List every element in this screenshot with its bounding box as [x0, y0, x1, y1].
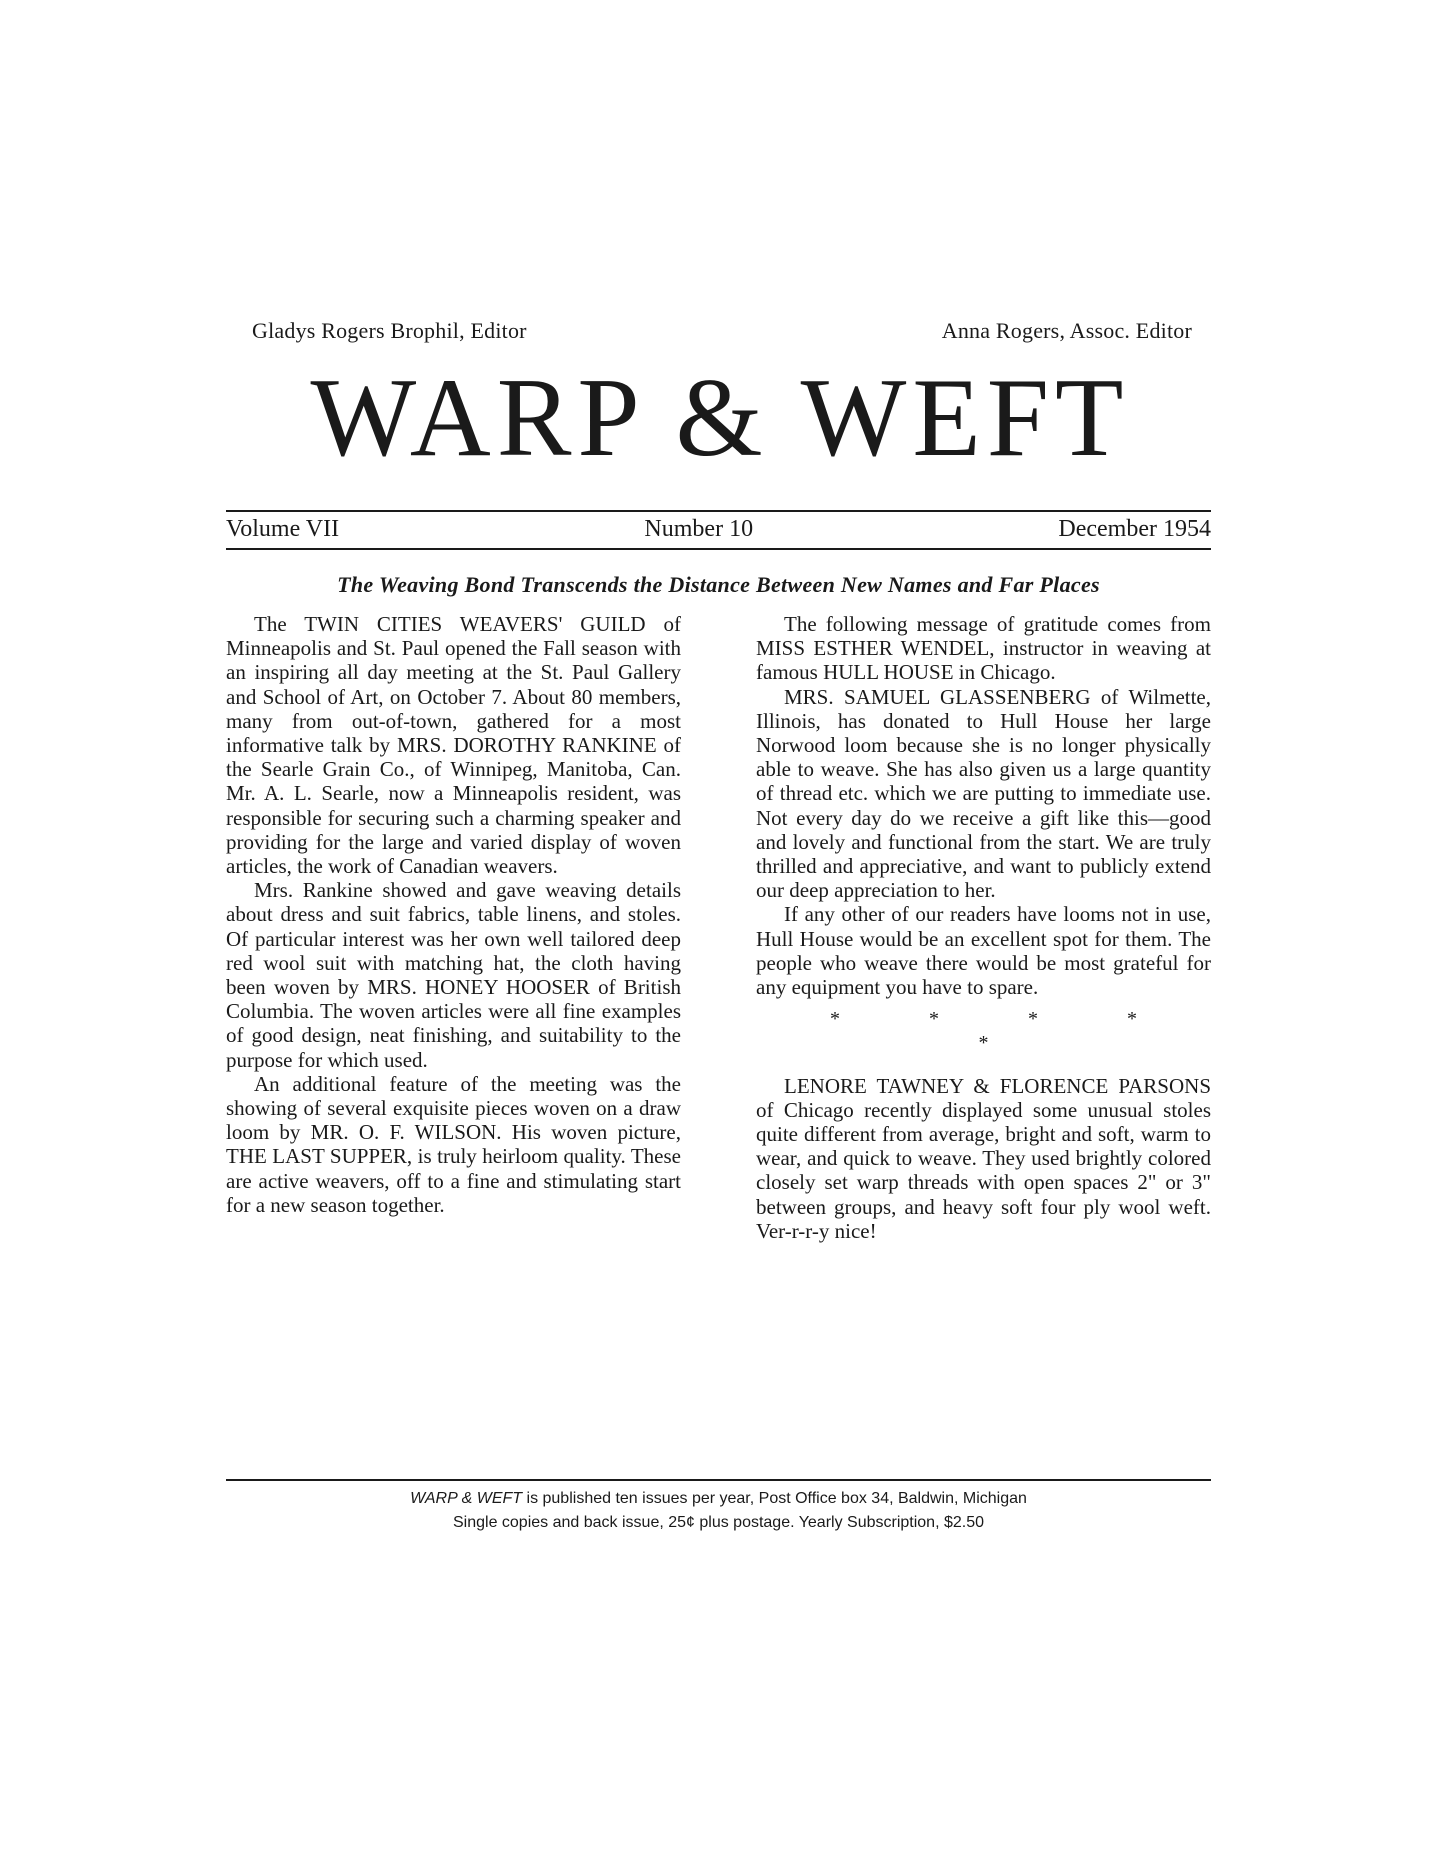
issue-rule	[226, 548, 1211, 550]
editor-credit: Gladys Rogers Brophil, Editor	[252, 318, 527, 343]
article-headline: The Weaving Bond Transcends the Distance Between New Names and Far Places	[337, 572, 1100, 597]
section-separator: * * * * *	[830, 1008, 1179, 1055]
footer-line-1	[226, 1487, 1211, 1511]
paragraph: The following message of gratitude comes from MISS ESTHER WENDEL, instructor in weaving at famous HULL HOUSE in Chicago.	[756, 612, 1211, 685]
article-columns	[226, 612, 1211, 1243]
footer-line-2: Single copies and back issue, 25¢ plus postage. Yearly Subscription, $2.50	[452, 1514, 985, 1531]
paragraph: LENORE TAWNEY & FLORENCE PARSONS of Chicago recently displayed some unusual stoles quite different from average, bright and soft, warm to wear, and quick to weave. They used brightly colored closely set warp threads with open spaces 2" or 3" between groups, and heavy soft four ply wool weft. Ver-r-r-y nice!	[756, 1073, 1211, 1243]
assoc-editor-credit: Anna Rogers, Assoc. Editor	[941, 318, 1192, 343]
paragraph: MRS. SAMUEL GLASSENBERG of Wilmette, Illinois, has donated to Hull House her large Norwood loom because she is no longer physically able to weave. She has also given us a large quantity of thread etc. which we are putting to immediate use. Not every day do we receive a gift like this—good and lovely and functional from the start. We are truly thrilled and appreciative, and want to publicly extend our deep appreciation to her.	[756, 684, 1211, 903]
paragraph: An additional feature of the meeting was the showing of several exquisite pieces woven on a draw loom by MR. O. F. WILSON. His woven picture, THE LAST SUPPER, is truly heirloom quality. These are active weavers, off to a fine and stimulating start for a new season together.	[226, 1071, 681, 1217]
date-label: December 1954	[1058, 516, 1211, 542]
number-label: Number 10	[644, 516, 754, 542]
left-column	[226, 612, 681, 1243]
paragraph: The TWIN CITIES WEAVERS' GUILD of Minneapolis and St. Paul opened the Fall season with an inspiring all day meeting at the St. Paul Gallery and School of Art, on October 7. About 80 members, many from out-of-town, gathered for a most informative talk by MRS. DOROTHY RANKINE of the Searle Grain Co., of Winnipeg, Manitoba, Can. Mr. A. L. Searle, now a Minneapolis resident, was responsible for securing such a charming speaker and providing for the large and varied display of woven articles, the work of Canadian weavers.	[226, 612, 681, 879]
volume-label: Volume VII	[226, 516, 340, 542]
paragraph: If any other of our readers have looms not in use, Hull House would be an excellent spot for them. The people who weave there would be most grateful for any equipment you have to spare.	[756, 902, 1211, 1000]
right-column	[756, 612, 1211, 1243]
publication-footer	[226, 1487, 1211, 1535]
footer-pub-details: is published ten issues per year, Post Office box 34, Baldwin, Michigan	[522, 1490, 1027, 1507]
top-rule	[226, 510, 1211, 512]
footer-pub-name: WARP & WEFT	[410, 1490, 523, 1507]
issue-info	[226, 516, 1211, 543]
editors-line	[252, 318, 1192, 344]
masthead-title: WARP & WEFT	[310, 356, 1130, 480]
paragraph: Mrs. Rankine showed and gave weaving details about dress and suit fabrics, table linens, and stoles. Of particular interest was her own well tailored deep red wool suit with matching hat, the cloth having been woven by MRS. HONEY HOOSER of British Columbia. The woven articles were all fine examples of good design, neat finishing, and suitability to the purpose for which used.	[226, 878, 681, 1072]
footer-rule	[226, 1479, 1211, 1481]
